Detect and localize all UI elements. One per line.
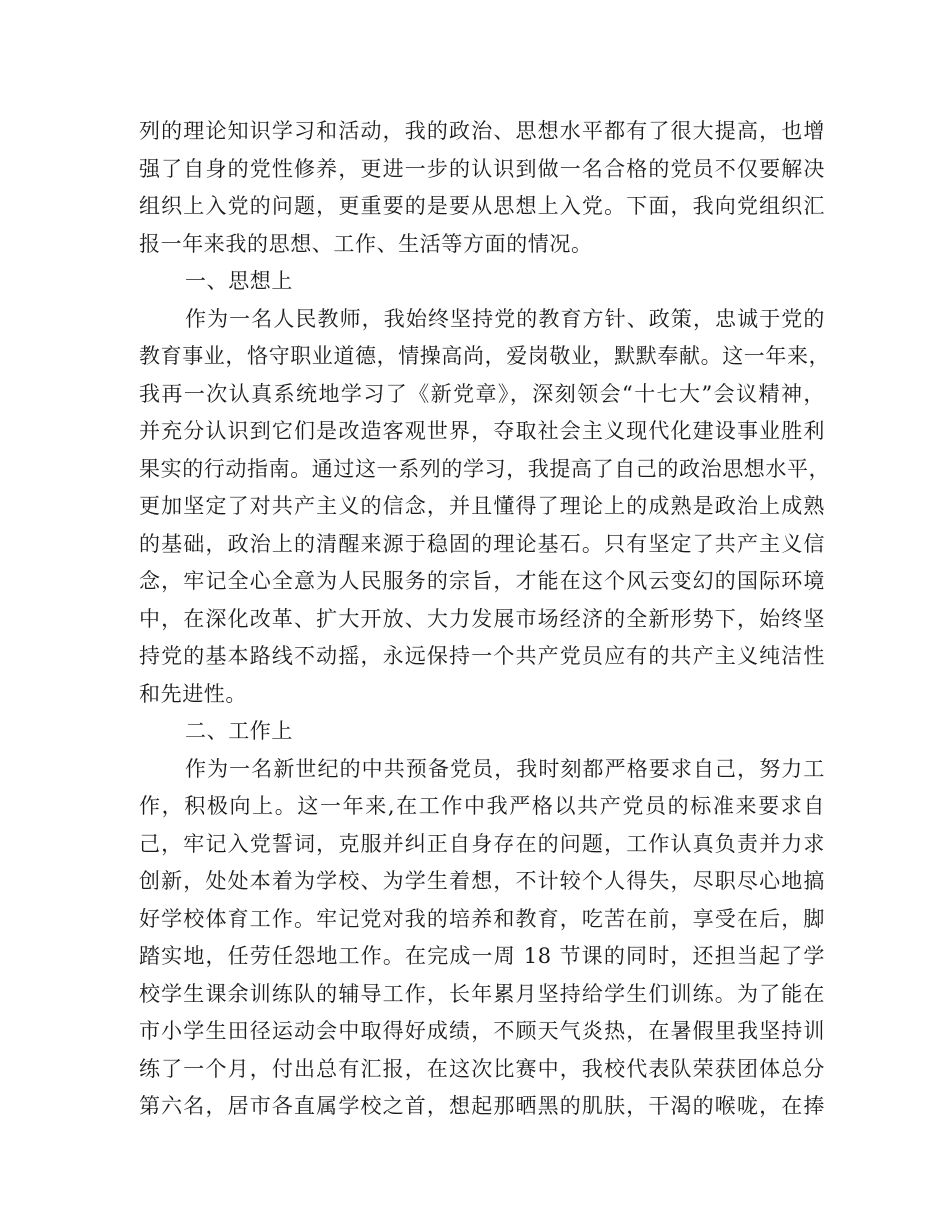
text-line: 校学生课余训练队的辅导工作，长年累月坚持给学生们训练。为了能在	[139, 981, 825, 1006]
text-line: 我再一次认真系统地学习了《新党章》，深刻领会“十七大”会议精神，	[139, 381, 825, 406]
text-line: 持党的基本路线不动摇，永远保持一个共产党员应有的共产主义纯洁性	[139, 644, 825, 668]
section-paragraph-thought	[139, 301, 831, 714]
text-line: 组织上入党的问题，更重要的是要从思想上入党。下面，我向党组织汇	[139, 194, 825, 218]
section-heading-work: 二、工作上	[185, 719, 293, 743]
text-line: 创新，处处本着为学校、为学生着想，不计较个人得失，尽职尽心地搞	[139, 869, 825, 893]
text-line: 报一年来我的思想、工作、生活等方面的情况。	[139, 231, 593, 256]
text-line: 第六名，居市各直属学校之首，想起那晒黑的肌肤，干渴的喉咙，在捧	[139, 1094, 825, 1118]
text-line: 更加坚定了对共产主义的信念，并且懂得了理论上的成熟是政治上成熟	[139, 494, 825, 518]
text-line: 并充分认识到它们是改造客观世界，夺取社会主义现代化建设事业胜利	[139, 419, 825, 443]
text-line: 教育事业，恪守职业道德，情操高尚，爱岗敬业，默默奉献。这一年来，	[139, 344, 831, 368]
text-line: 练了一个月，付出总有汇报，在这次比赛中，我校代表队荣获团体总分	[139, 1056, 825, 1081]
text-line: 踏实地，任劳任怨地工作。在完成一周 18 节课的同时，还担当起了学	[139, 944, 825, 968]
text-line: 作为一名人民教师，我始终坚持党的教育方针、政策，忠诚于党的	[185, 306, 825, 331]
text-line: 果实的行动指南。通过这一系列的学习，我提高了自己的政治思想水平，	[139, 456, 831, 481]
text-line: 作，积极向上。这一年来,在工作中我严格以共产党员的标准来要求自	[139, 794, 825, 818]
text-line: 好学校体育工作。牢记党对我的培养和教育，吃苦在前，享受在后，脚	[139, 906, 825, 931]
text-line: 列的理论知识学习和活动，我的政治、思想水平都有了很大提高，也增	[139, 119, 825, 143]
text-line: 和先进性。	[139, 681, 247, 706]
document-body	[139, 113, 831, 1126]
text-line: 强了自身的党性修养，更进一步的认识到做一名合格的党员不仅要解决	[139, 156, 825, 181]
section-paragraph-work	[139, 751, 825, 1126]
text-line: 念，牢记全心全意为人民服务的宗旨，才能在这个风云变幻的国际环境	[139, 569, 825, 593]
text-line: 己，牢记入党誓词，克服并纠正自身存在的问题，工作认真负责并力求	[139, 831, 825, 856]
text-line: 中，在深化改革、扩大开放、大力发展市场经济的全新形势下，始终坚	[139, 606, 825, 631]
intro-paragraph	[139, 113, 825, 263]
section-heading-thought: 一、思想上	[185, 269, 293, 293]
text-line: 市小学生田径运动会中取得好成绩，不顾天气炎热，在暑假里我坚持训	[139, 1019, 825, 1043]
text-line: 的基础，政治上的清醒来源于稳固的理论基石。只有坚定了共产主义信	[139, 531, 825, 556]
text-line: 作为一名新世纪的中共预备党员，我时刻都严格要求自己，努力工	[185, 756, 825, 781]
